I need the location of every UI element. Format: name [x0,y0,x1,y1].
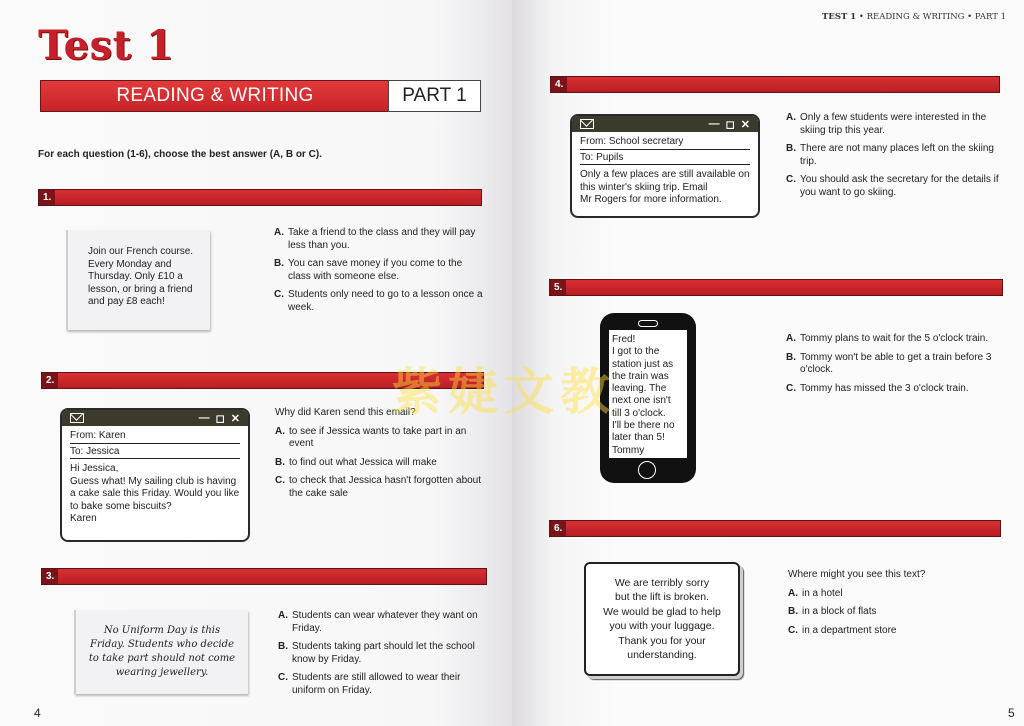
notice-line: Join our French course. [88,246,194,257]
sms-line: leaving. The [612,383,667,395]
option-letter: B. [274,258,284,269]
sms-text [609,330,687,458]
email-line-text: to bake some biscuits? [70,500,172,512]
email-line-text: a cake sale this Friday. Would you like [70,488,240,499]
question-4-options [786,112,1001,205]
envelope-icon [580,119,594,129]
sign-line: Thank you for your [618,634,706,647]
option-letter: C. [786,174,796,185]
sign-line: understanding. [627,649,697,661]
option-text: Take a friend to the class and they will pay less than you. [288,227,476,251]
option-a[interactable] [274,227,484,252]
sms-line: Tommy [612,444,645,456]
question-number: 1. [39,190,55,205]
option-text: Students only need to go to a lesson once a week. [288,289,483,313]
phone-sms [600,313,696,483]
email-window-karen [60,408,250,542]
maximize-icon: ◻ [725,118,735,131]
option-b[interactable] [274,258,484,283]
running-head-section: • READING & WRITING • PART 1 [856,12,1006,22]
email-line-text: Mr Rogers for more information. [580,194,722,205]
notice-line: Every Monday and [88,258,172,270]
option-b[interactable] [786,143,1001,168]
sms-line: later than 5! [612,432,665,444]
notice-line: and pay £8 each! [88,296,165,307]
option-letter: C. [278,672,288,683]
option-text: You can save money if you come to the class with someone else. [288,258,463,282]
question-6-bar [549,520,1001,537]
instruction: For each question (1-6), choose the best answer (A, B or C). [38,149,322,160]
notice-line: No Uniform Day is this [103,625,221,636]
question-5-options [786,333,1006,401]
notice-no-uniform-day [74,610,248,694]
sms-line: next one isn't [612,395,671,407]
notice-french-course [66,230,210,330]
running-head [822,12,1006,22]
email-titlebar [572,116,758,132]
running-head-test: TEST 1 [822,12,857,22]
option-a[interactable] [275,426,485,451]
option-a[interactable] [788,588,998,601]
email-to: To: Pupils [580,150,750,166]
question-4-bar [550,76,1000,93]
option-text: Tommy won't be able to get a train before 3 o'clock. [800,351,992,375]
option-letter: B. [278,641,288,652]
email-message [580,169,750,207]
option-text: in a department store [802,624,897,636]
sms-line: I'll be there no [612,420,675,432]
question-2-bar [41,372,484,389]
sms-line: I got to the [612,346,660,358]
option-letter: C. [788,624,798,636]
question-text: Where might you see this text? [788,569,926,580]
question-2-options [275,407,485,506]
option-letter: B. [788,606,798,617]
notice-line: wearing jewellery. [115,667,209,678]
question-6-options [788,569,998,643]
option-letter: C. [275,475,285,486]
email-line-text: Hi Jessica, [70,463,119,474]
email-line-text: this winter's skiing trip. Email [580,181,708,193]
phone-speaker-icon [638,320,658,327]
option-text: You should ask the secretary for the details if you want to go skiing. [800,174,999,198]
option-text: in a block of flats [802,606,877,617]
option-c[interactable] [786,174,1001,199]
option-c[interactable] [274,289,484,314]
question-1-bar [38,189,482,206]
question-number: 5. [550,280,566,295]
option-c[interactable] [786,383,1006,396]
option-b[interactable] [278,641,488,666]
sms-line: the train was [612,370,669,382]
option-c[interactable] [788,625,998,638]
option-text: in a hotel [802,587,843,599]
option-letter: B. [786,351,796,363]
option-text: Students taking part should let the school know by Friday. [292,641,475,665]
question-3-bar [41,568,487,585]
minimize-icon: — [198,412,210,424]
page-number: 4 [34,706,41,720]
option-text: Students can wear whatever they want on Friday. [292,610,478,634]
notice-line: Friday. Students who decide [90,639,234,650]
question-number: 4. [551,77,567,92]
option-text: to find out what Jessica will make [289,456,437,468]
option-c[interactable] [278,672,488,697]
sign-line: you with your luggage. [609,620,715,632]
option-text: Only a few students were interested in the skiing trip this year. [800,112,987,136]
close-icon: ✕ [230,412,240,425]
question-3-options [278,610,488,703]
email-line-text: Karen [70,513,97,524]
section-banner: READING & WRITING [40,80,390,112]
option-text: to check that Jessica hasn't forgotten about the cake sale [289,475,482,499]
option-a[interactable] [786,112,1001,137]
question-number: 3. [42,569,58,584]
question-text: Why did Karen send this email? [275,407,416,418]
option-b[interactable] [786,352,1006,377]
sms-line: station just as [612,358,674,370]
page-title: Test 1 [38,22,175,69]
email-from: From: Karen [70,428,240,444]
option-letter: C. [274,289,284,300]
watermark: 紫婕文教 [392,363,616,421]
sms-line: Fred! [612,334,636,345]
option-c[interactable] [275,475,485,500]
question-1-options [274,227,484,320]
option-b[interactable] [788,606,998,619]
option-letter: A. [786,333,796,344]
notice-line: lesson, or bring a friend [88,283,193,295]
email-window-secretary [570,114,760,218]
notice-line: Thursday. Only £10 a [88,271,183,282]
maximize-icon: ◻ [215,412,225,425]
option-letter: A. [278,610,288,621]
part-label: PART 1 [388,80,481,112]
option-letter: C. [786,382,796,394]
question-number: 6. [550,521,566,536]
option-text: Students are still allowed to wear their uniform on Friday. [292,672,461,696]
question-number: 2. [42,373,58,388]
envelope-icon [70,413,84,423]
option-text: Tommy plans to wait for the 5 o'clock train. [800,333,989,344]
sign-line: We are terribly sorry [614,576,710,589]
phone-home-button-icon [638,461,656,479]
option-letter: A. [788,587,798,599]
option-text: There are not many places left on the skiing trip. [800,143,994,167]
notice-line: to take part should not come [88,653,236,664]
email-line-text: Guess what! My sailing club is having [70,475,237,487]
option-text: Tommy has missed the 3 o'clock train. [800,382,969,394]
option-letter: A. [275,425,285,437]
email-line-text: Only a few places are still available on [580,169,750,180]
close-icon: ✕ [740,118,750,131]
sign-line: We would be glad to help [603,605,721,618]
email-from: From: School secretary [580,134,750,150]
email-titlebar [62,410,248,426]
option-a[interactable] [278,610,488,635]
minimize-icon: — [708,118,720,130]
option-letter: B. [275,456,285,468]
sign-line: but the lift is broken. [615,591,709,603]
option-letter: A. [786,112,796,123]
option-b[interactable] [275,457,485,470]
notice-lift-broken [584,562,740,676]
option-letter: B. [786,143,796,154]
option-letter: A. [274,227,284,238]
email-message [70,463,240,526]
email-to: To: Jessica [70,444,240,460]
page-number: 5 [1008,706,1015,720]
option-text: to see if Jessica wants to take part in an event [289,425,467,449]
option-a[interactable] [786,333,1006,346]
sms-line: till 3 o'clock. [612,407,666,419]
question-5-bar [549,279,1003,296]
